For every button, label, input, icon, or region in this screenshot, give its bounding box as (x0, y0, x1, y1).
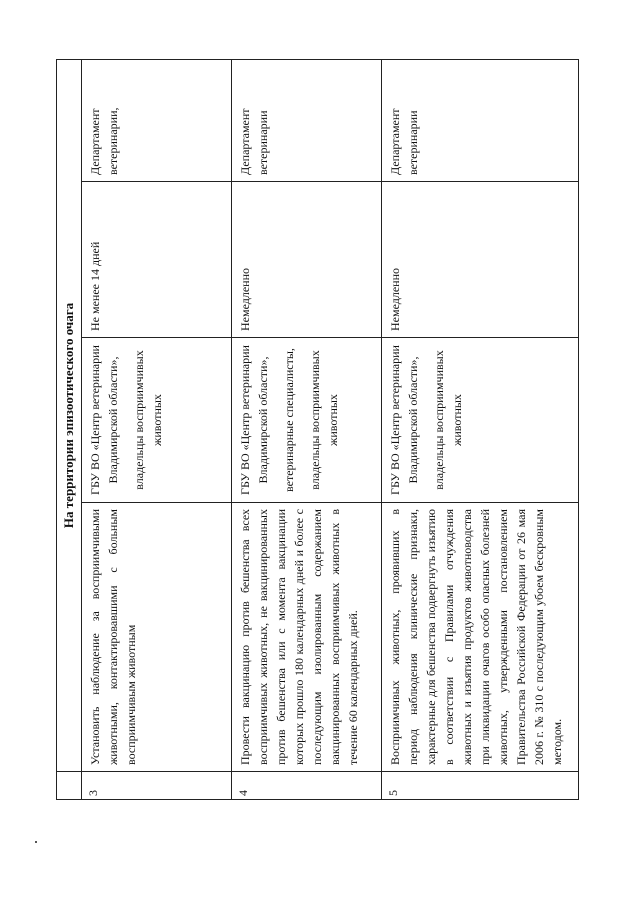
rotated-document-page (1, 0, 640, 905)
executor-owners: владельцы восприимчивых животных (431, 350, 464, 490)
row-number: 3 (81, 772, 231, 800)
responsible: Департамент ветеринарии (231, 59, 381, 181)
table-row (81, 59, 231, 799)
executor-owners: владельцы восприимчивых животных (131, 350, 164, 490)
section-heading-row (57, 59, 82, 799)
responsible: Департамент ветеринарии, (81, 59, 231, 181)
deadline: Не менее 14 дней (81, 182, 231, 338)
executors-cell (381, 338, 579, 503)
executors-cell (81, 338, 231, 503)
responsible: Департамент ветеринарии (381, 59, 579, 181)
executor-org: ГБУ ВО «Центр ветеринарии Владимирской области», (237, 345, 270, 495)
executor-org: ГБУ ВО «Центр ветеринарии Владимирской области», (87, 345, 120, 495)
row-number: 4 (231, 772, 381, 800)
measure-text: Провести вакцинацию против бешенства всех восприимчивых животных, не вакцинированных против бешенства или с момента вакцинации которых прошло 180 календарных дней и более с последующим изолированным содержанием вакцинированных восприимчивых животных в течение 60 календарных дней. (231, 503, 381, 772)
deadline: Немедленно (231, 182, 381, 338)
measure-text: Установить наблюдение за восприимчивыми животными, контактировавшими с больным восприимчивым животным (81, 503, 231, 772)
executor-specialists: ветеринарные специалисты, (281, 348, 296, 492)
measure-text: Восприимчивых животных, проявивших в период наблюдения клинические признаки, характерные для бешенства подвергнуть изъятию в соответствии с Правилами отчуждения животных и изъятия продуктов животноводства при ликвидации очагов особо опасных болезней животных, утвержденными постановлением Правительства Российской Федерации от 26 мая 2006 г. № 310 с последующим убоем бескровным методом. (381, 503, 579, 772)
measures-table (56, 59, 579, 800)
row-number: 5 (381, 772, 579, 800)
scan-speck (35, 841, 37, 843)
section-heading: На территории эпизоотического очага (57, 59, 82, 771)
table-row (381, 59, 579, 799)
executor-org: ГБУ ВО «Центр ветеринарии Владимирской области», (387, 345, 420, 495)
table-row (231, 59, 381, 799)
executors-cell (231, 338, 381, 503)
deadline: Немедленно (381, 182, 579, 338)
executor-owners: владельцы восприимчивых животных (307, 350, 340, 490)
